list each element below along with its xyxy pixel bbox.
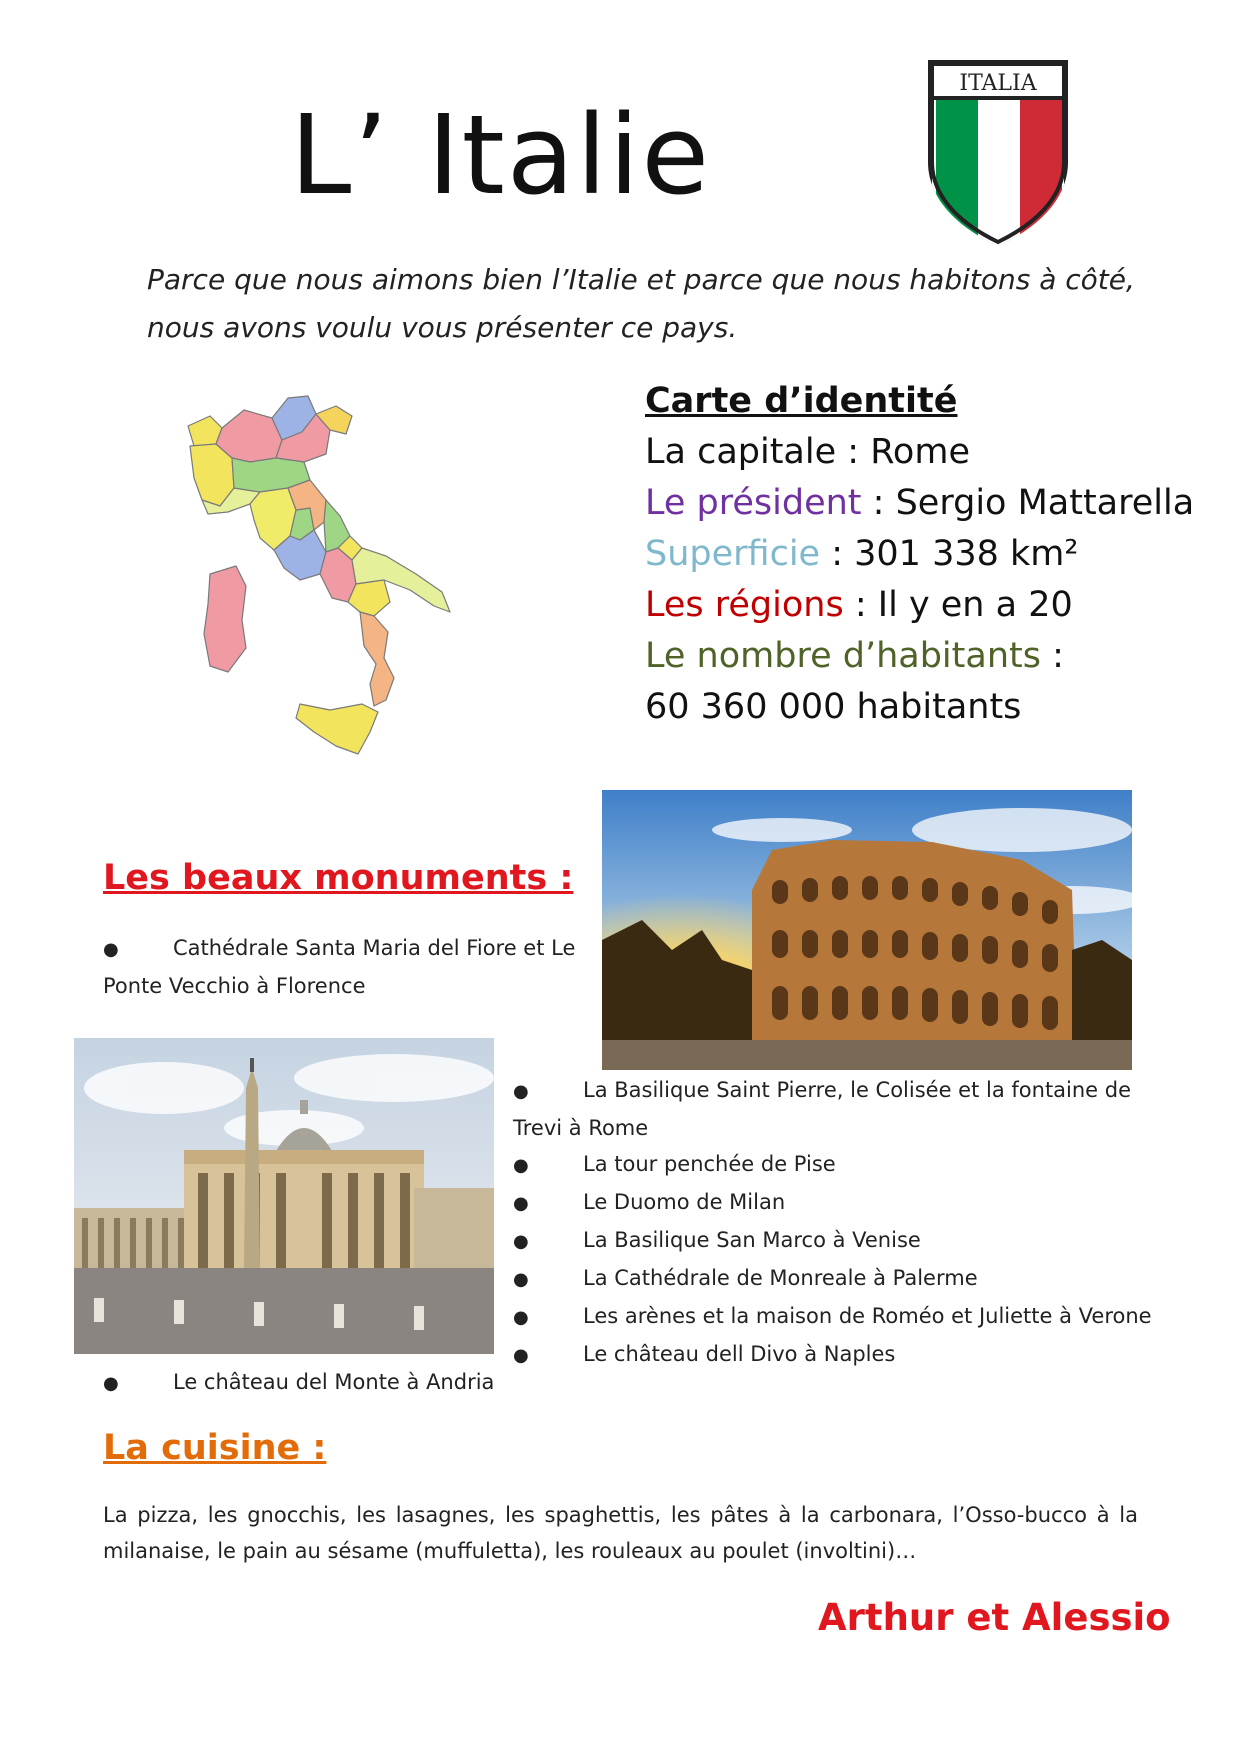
- president-row: Le président : Sergio Mattarella: [645, 483, 1195, 523]
- identity-heading: Carte d’identité: [645, 381, 958, 421]
- italia-shield-icon: [918, 52, 1078, 252]
- italy-regions-map: [180, 388, 510, 768]
- saint-peter-basilica-photo: [74, 1038, 494, 1354]
- bullet-icon: ●: [103, 939, 119, 960]
- monument-item-text: La tour penchée de Pise: [583, 1152, 836, 1176]
- monument-item-text: La Basilique San Marco à Venise: [583, 1228, 921, 1252]
- bullet-icon: ●: [513, 1081, 529, 1102]
- area-value: 301 338 km²: [854, 534, 1079, 574]
- monument-item: [513, 1072, 1153, 1146]
- bullet-icon: ●: [513, 1231, 529, 1252]
- monument-item: [513, 1336, 1153, 1374]
- monument-item-text: Le château dell Divo à Naples: [583, 1342, 896, 1366]
- colosseum-photo: [602, 790, 1132, 1070]
- capital-row: La capitale : Rome: [645, 432, 970, 472]
- bullet-icon: ●: [513, 1155, 529, 1176]
- bullet-icon: ●: [513, 1193, 529, 1214]
- population-row: Le nombre d’habitants :: [645, 636, 1064, 676]
- monument-item: [513, 1260, 1153, 1298]
- monument-item: [513, 1184, 1153, 1222]
- monument-item: [513, 1298, 1153, 1336]
- capital-label: La capitale: [645, 432, 837, 472]
- area-label: Superficie: [645, 534, 821, 574]
- monuments-heading: Les beaux monuments :: [103, 858, 574, 898]
- monument-item: [103, 1364, 503, 1402]
- population-label: Le nombre d’habitants: [645, 636, 1041, 676]
- bullet-icon: ●: [103, 1373, 119, 1394]
- map-region-sardegna: [204, 566, 246, 672]
- monuments-list: [513, 1072, 1153, 1374]
- bullet-icon: ●: [513, 1269, 529, 1290]
- regions-value: Il y en a 20: [877, 585, 1073, 625]
- monument-item-text: La Basilique Saint Pierre, le Colisée et la fontaine de Trevi à Rome: [513, 1078, 1132, 1140]
- shield-label: ITALIA: [959, 71, 1037, 96]
- authors-signature: Arthur et Alessio: [818, 1596, 1171, 1639]
- population-value: 60 360 000 habitants: [645, 687, 1022, 727]
- regions-row: Les régions : Il y en a 20: [645, 585, 1073, 625]
- map-region-sicilia: [296, 704, 378, 754]
- monument-item: [513, 1146, 1153, 1184]
- monument-item-text: Cathédrale Santa Maria del Fiore et Le Ponte Vecchio à Florence: [103, 936, 576, 998]
- bullet-icon: ●: [513, 1307, 529, 1328]
- intro-paragraph: Parce que nous aimons bien l’Italie et parce que nous habitons à côté, nous avons voulu vous présenter ce pays.: [147, 263, 1135, 344]
- monument-item: [103, 930, 583, 1004]
- monument-item-text: La Cathédrale de Monreale à Palerme: [583, 1266, 978, 1290]
- cuisine-heading: La cuisine :: [103, 1428, 327, 1468]
- president-label: Le président: [645, 483, 862, 523]
- capital-value: Rome: [870, 432, 970, 472]
- monument-item: [513, 1222, 1153, 1260]
- page-title: L’ Italie: [290, 91, 711, 219]
- map-region-calabria: [360, 612, 394, 706]
- area-row: Superficie : 301 338 km²: [645, 534, 1079, 574]
- identity-card: [645, 376, 1194, 733]
- president-value: Sergio Mattarella: [895, 483, 1195, 523]
- monument-item-text: Les arènes et la maison de Roméo et Juliette à Verone: [583, 1304, 1152, 1328]
- cuisine-paragraph: La pizza, les gnocchis, les lasagnes, les spaghettis, les pâtes à la carbonara, l’Osso-bucco à la milanaise, le pain au sésame (muffuletta), les rouleaux au poulet (involtini)…: [103, 1503, 1138, 1563]
- bullet-icon: ●: [513, 1345, 529, 1366]
- regions-label: Les régions: [645, 585, 844, 625]
- monument-item-text: Le château del Monte à Andria: [173, 1370, 495, 1394]
- monument-item-text: Le Duomo de Milan: [583, 1190, 786, 1214]
